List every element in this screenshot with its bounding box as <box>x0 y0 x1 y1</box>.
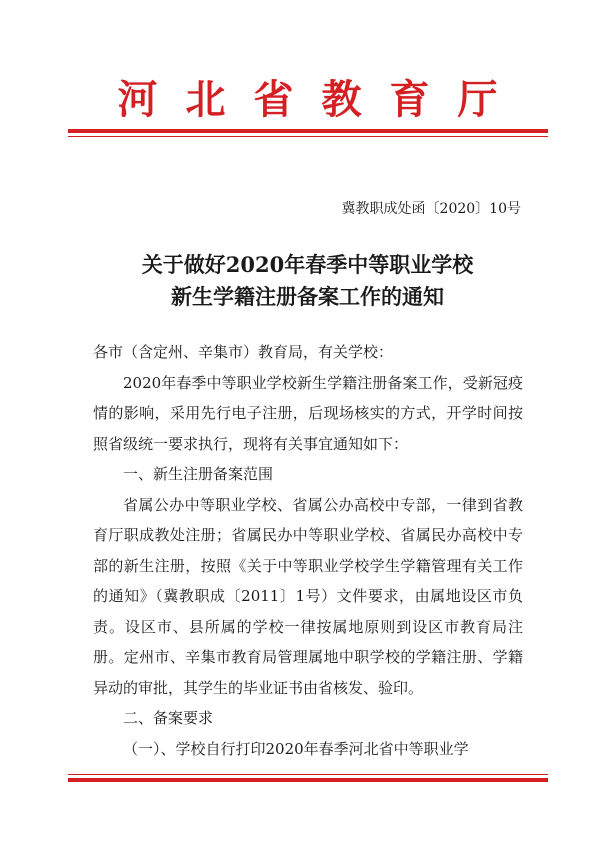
section-2-item-1: （一）、学校自行打印2020年春季河北省中等职业学 <box>123 739 469 758</box>
section-2-heading: 二、备案要求 <box>123 709 214 727</box>
footer-rule-thin <box>68 774 548 775</box>
intro-paragraph: 2020年春季中等职业学校新生学籍注册备案工作，受新冠疫情的影响，采用先行电子注册，后现场核实的方式，开学时间按照省级统一要求执行，现将有关事宜通知如下： <box>93 373 523 453</box>
footer-rule-thick <box>68 778 548 782</box>
document-body <box>93 337 523 764</box>
masthead-rule-thin <box>68 136 548 137</box>
document-title-line-1: 关于做好2020年春季中等职业学校 <box>141 252 474 277</box>
section-1-paragraph: 省属公办中等职业学校、省属公办高校中专部，一律到省教育厅职成教处注册；省属民办中等职业学校、省属民办高校中专部的新生注册，按照《关于中等职业学校学生学籍管理有关工作的通知》（冀教职成〔2011〕1号）文件要求，由属地设区市负责。设区市、县所属的学校一律按属地原则到设区市教育局注册。定州市、辛集市教育局管理属地中职学校的学籍注册、学籍异动的审批，其学生的毕业证书由省核发、验印。 <box>93 495 523 697</box>
salutation: 各市（含定州、辛集市）教育局，有关学校： <box>93 343 394 361</box>
document-title <box>0 249 615 313</box>
document-number: 冀教职成处函〔2020〕10号 <box>341 201 521 217</box>
section-1-heading: 一、新生注册备案范围 <box>123 465 274 483</box>
document-title-line-2: 新生学籍注册备案工作的通知 <box>171 284 444 309</box>
masthead-rule-thick <box>68 129 548 133</box>
issuer-masthead: 河北省教育厅 <box>117 76 526 123</box>
